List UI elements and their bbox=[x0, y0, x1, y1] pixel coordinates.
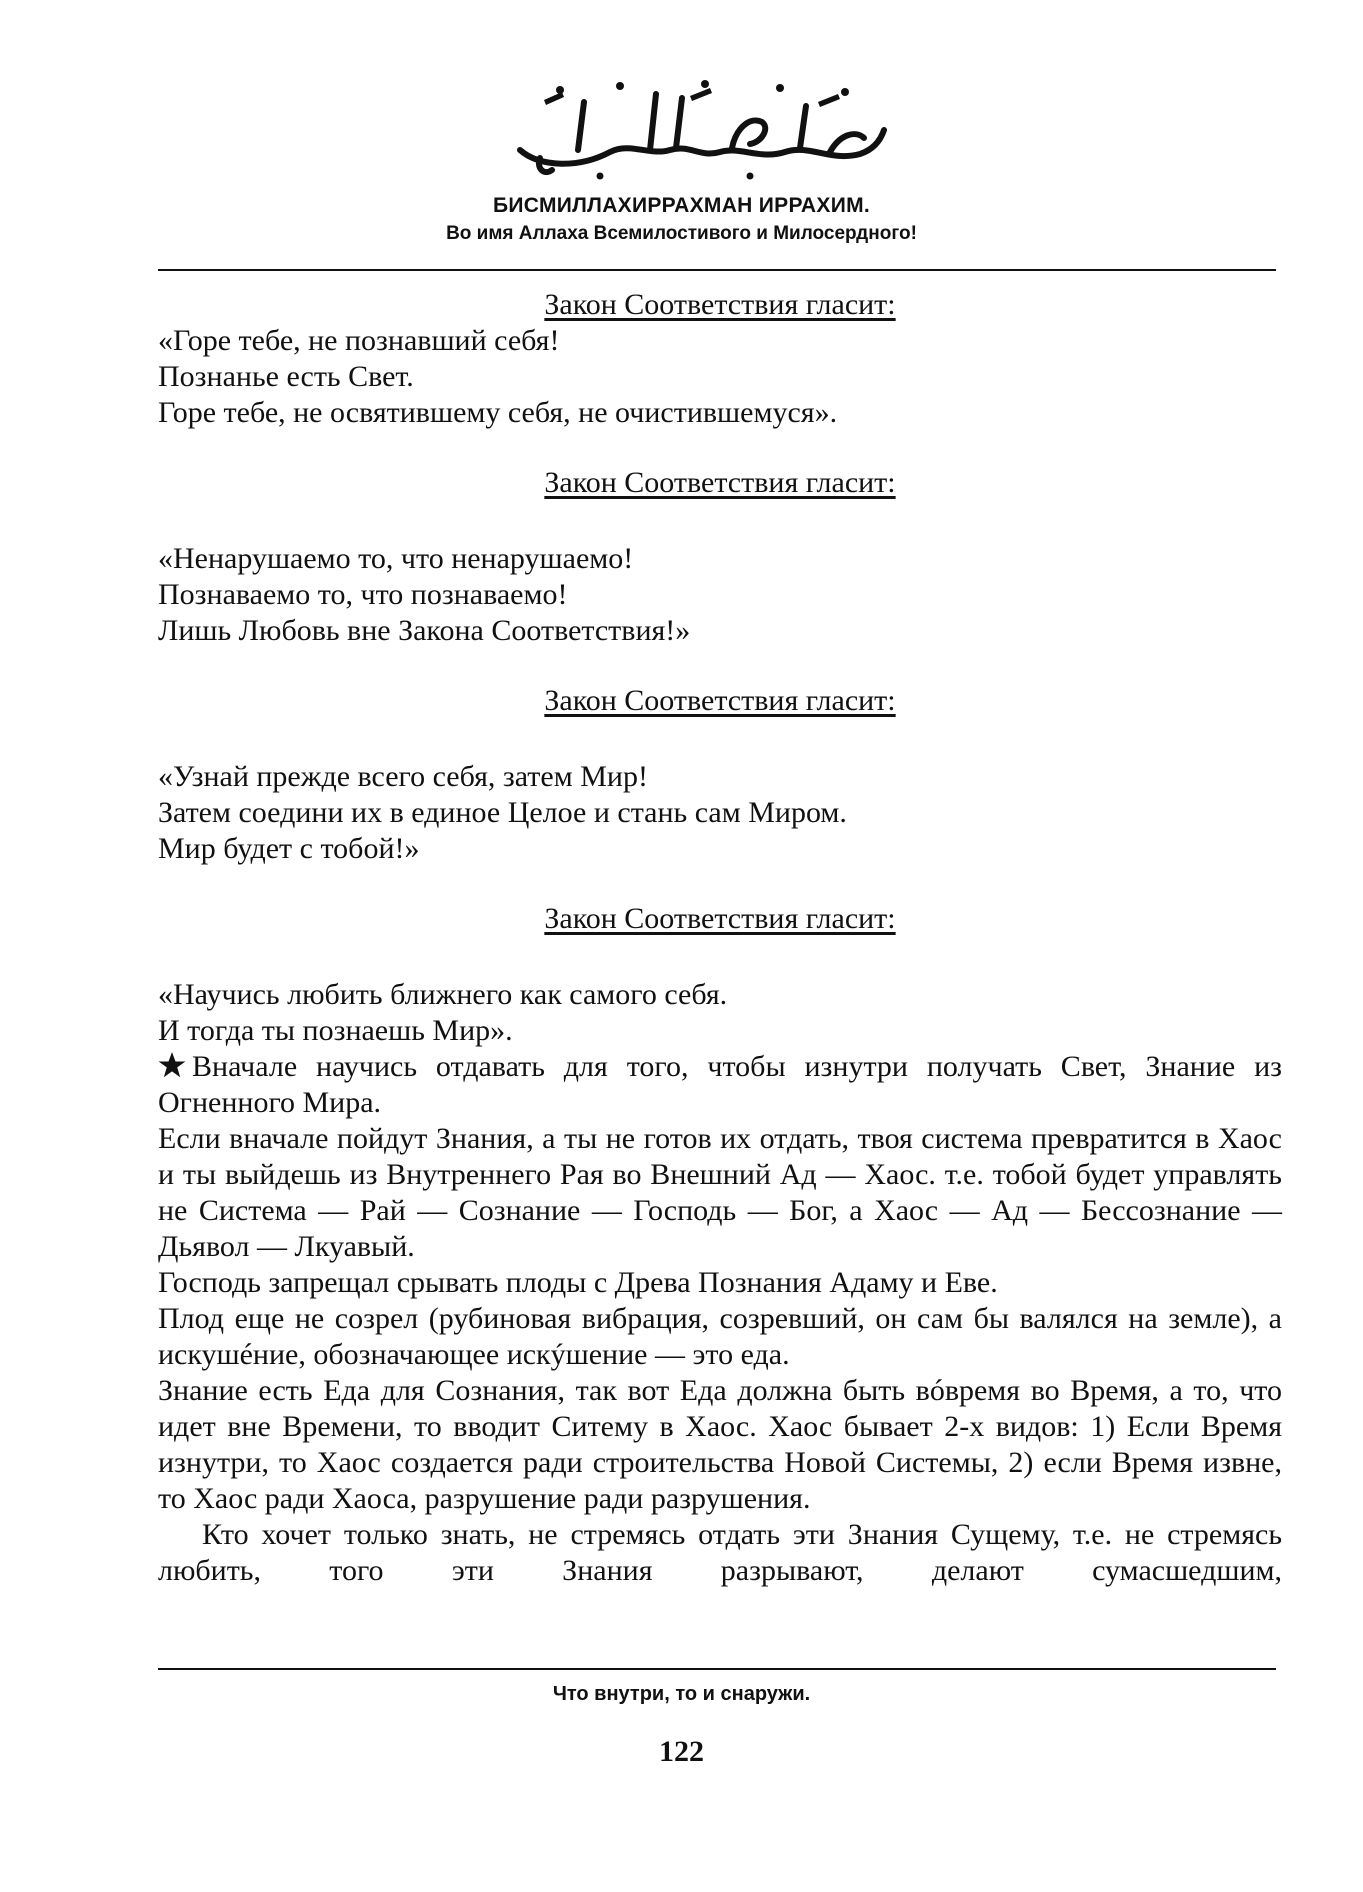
verse-line: «Научись любить ближнего как самого себя. bbox=[158, 978, 728, 1011]
verse-line: Мир будет с тобой!» bbox=[158, 832, 420, 865]
star-paragraph bbox=[158, 1049, 1282, 1121]
verse-line: Затем соедини их в единое Целое и стань сам Миром. bbox=[158, 796, 847, 829]
verse-line: «Горе тебе, не познавший себя! bbox=[158, 324, 560, 357]
verse-line: Познанье есть Свет. bbox=[158, 360, 414, 393]
section-heading: Закон Соответствия гласит: bbox=[544, 684, 896, 717]
page-number: 122 bbox=[659, 1735, 704, 1768]
body-paragraph: Знание есть Еда для Сознания, так вот Еда должна быть вóвремя во Время, а то, что идет вне Времени, то вводит Ситему в Хаос. Хаос бывает 2-х видов: 1) Если Время изнутри, то Хаос создается ради строительства Новой Системы, 2) если Время извне, то Хаос ради Хаоса, разрушение ради разрушения. bbox=[158, 1374, 1282, 1515]
footer-note: Что внутри, то и снаружи. bbox=[552, 1683, 811, 1705]
verse-line: Лишь Любовь вне Закона Соответствия!» bbox=[158, 614, 691, 647]
basmala-text: بِسْمِ ٱللَّٰهِ ٱلرَّحْمَٰنِ ٱلرَّحِيمِ bbox=[694, 181, 706, 182]
footer-divider bbox=[158, 1668, 1276, 1670]
section-heading: Закон Соответствия гласит: bbox=[544, 466, 896, 499]
page-content bbox=[158, 287, 1282, 1589]
body-paragraph: Господь запрещал срывать плоды с Древа Познания Адаму и Еве. bbox=[158, 1266, 998, 1299]
verse-line: «Ненарушаемо то, что ненарушаемо! bbox=[158, 542, 634, 575]
section-heading: Закон Соответствия гласит: bbox=[544, 902, 896, 935]
header-divider bbox=[158, 269, 1276, 271]
verse-line: Познаваемо то, что познаваемо! bbox=[158, 578, 568, 611]
header-subtitle: Во имя Аллаха Всемилостивого и Милосердного! bbox=[446, 223, 917, 244]
verse-line: «Узнай прежде всего себя, затем Мир! bbox=[158, 760, 648, 793]
verse-line: Горе тебе, не освятившему себя, не очистившемуся». bbox=[158, 396, 838, 429]
body-paragraph: Если вначале пойдут Знания, а ты не готов их отдать, твоя система превратится в Хаос и ты выйдешь из Внутреннего Рая во Внешний Ад — Хаос. т.е. тобой будет управлять не Система — Рай — Сознание — Господь — Бог, а Хаос — Ад — Бессознание — Дьявол — Лкуавый. bbox=[158, 1122, 1282, 1263]
body-paragraph: Кто хочет только знать, не стремясь отдать эти Знания Сущему, т.е. не стремясь любить, того эти Знания разрывают, делают сумасшедшим, bbox=[158, 1518, 1282, 1587]
star-paragraph-text: Вначале научись отдавать для того, чтобы изнутри получать Свет, Знание из Огненного Мира. bbox=[158, 1050, 1282, 1119]
basmala-calligraphy bbox=[500, 72, 900, 182]
star-icon bbox=[158, 1051, 186, 1079]
verse-line: И тогда ты познаешь Мир». bbox=[158, 1014, 513, 1047]
header-title: БИСМИЛЛАХИРРАХМАН ИРРАХИМ. bbox=[492, 194, 871, 217]
body-paragraph: Плод еще не созрел (рубиновая вибрация, созревший, он сам бы валялся на земле), а искушéние, обозначающее искýшение — это еда. bbox=[158, 1302, 1282, 1371]
section-heading: Закон Соответствия гласит: bbox=[544, 288, 896, 321]
